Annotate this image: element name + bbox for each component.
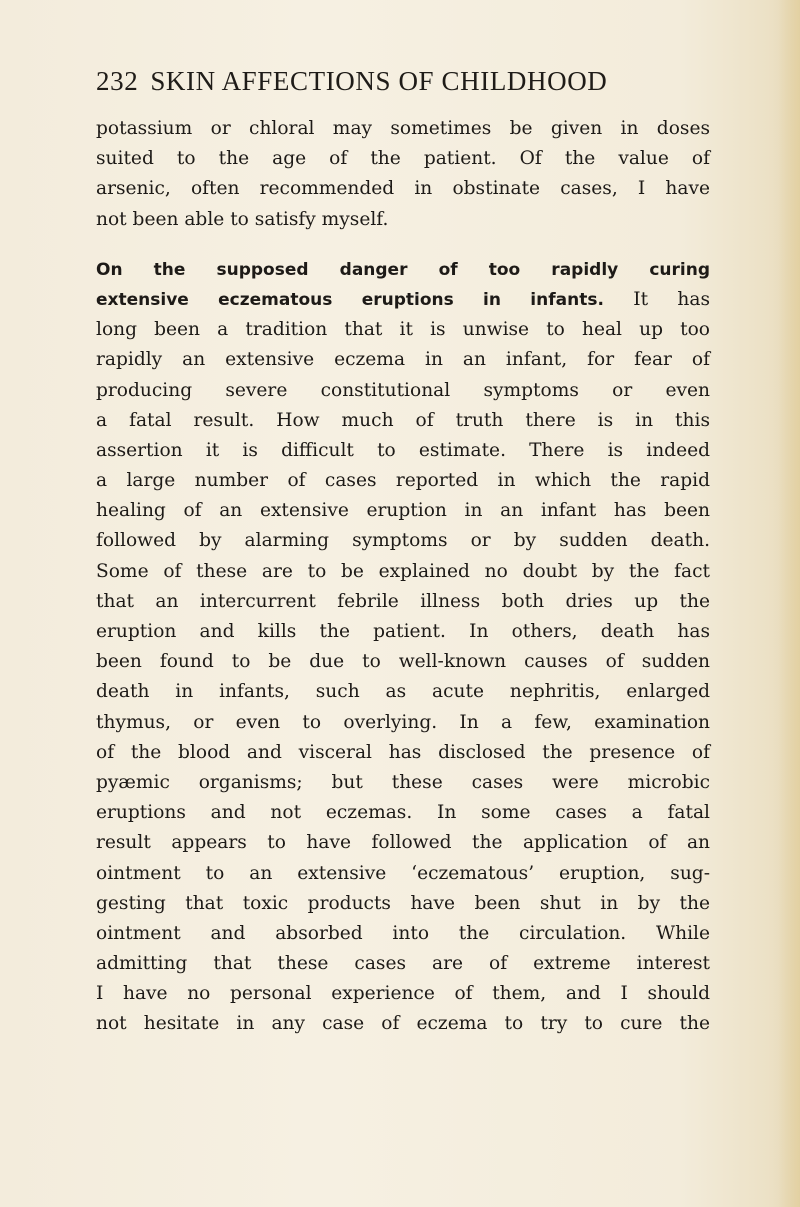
text-line: been found to be due to well-known causes of sudden xyxy=(96,651,710,673)
page-number: 232 xyxy=(96,66,139,96)
text-line: long been a tradition that it is unwise to heal up too xyxy=(96,319,710,341)
text-line: ointment to an extensive ‘eczematous’ eruption, sug- xyxy=(96,862,710,884)
text-line xyxy=(96,285,710,315)
text-line: arsenic, often recommended in obstinate cases, I have xyxy=(96,178,710,200)
body-text xyxy=(96,114,710,1040)
paragraph-gap xyxy=(96,235,710,255)
text-line: suited to the age of the patient. Of the value of xyxy=(96,148,710,170)
text-line: a fatal result. How much of truth there is in this xyxy=(96,409,710,431)
text-line: eruptions and not eczemas. In some cases a fatal xyxy=(96,802,710,824)
page-edge-shadow xyxy=(778,0,800,1207)
text-line: a large number of cases reported in which the rapid xyxy=(96,470,710,492)
text-line: thymus, or even to overlying. In a few, examination xyxy=(96,711,710,733)
section-heading-continued: extensive eczematous eruptions in infants. xyxy=(96,289,604,310)
text-line: rapidly an extensive eczema in an infant, for fear of xyxy=(96,349,710,371)
text-line: producing severe constitutional symptoms or even xyxy=(96,379,710,401)
text-line: I have no personal experience of them, and I should xyxy=(96,983,710,1005)
section-heading: On the supposed danger of too rapidly curing xyxy=(96,259,710,280)
running-title: SKIN AFFECTIONS OF CHILDHOOD xyxy=(150,66,608,96)
text-line: Some of these are to be explained no doubt by the fact xyxy=(96,560,710,582)
heading-line-text: It has xyxy=(633,288,710,310)
text-line: death in infants, such as acute nephritis, enlarged xyxy=(96,681,710,703)
text-line: result appears to have followed the application of an xyxy=(96,832,710,854)
text-line: eruption and kills the patient. In others, death has xyxy=(96,621,710,642)
section-heading-line xyxy=(96,255,710,285)
text-line: not been able to satisfy myself. xyxy=(96,208,389,230)
text-line: assertion it is difficult to estimate. There is indeed xyxy=(96,439,710,461)
text-line: admitting that these cases are of extreme interest xyxy=(96,953,710,975)
text-line: ointment and absorbed into the circulation. While xyxy=(96,922,710,944)
text-line: pyæmic organisms; but these cases were microbic xyxy=(96,771,710,793)
text-line: that an intercurrent febrile illness both dries up the xyxy=(96,590,710,612)
text-line: healing of an extensive eruption in an infant has been xyxy=(96,500,710,522)
text-line: potassium or chloral may sometimes be given in doses xyxy=(96,118,710,139)
text-line: gesting that toxic products have been shut in by the xyxy=(96,892,710,914)
running-header xyxy=(96,66,706,97)
text-line: of the blood and visceral has disclosed the presence of xyxy=(96,741,710,763)
text-line: not hesitate in any case of eczema to try to cure the xyxy=(96,1013,710,1035)
text-line: followed by alarming symptoms or by sudden death. xyxy=(96,530,710,552)
